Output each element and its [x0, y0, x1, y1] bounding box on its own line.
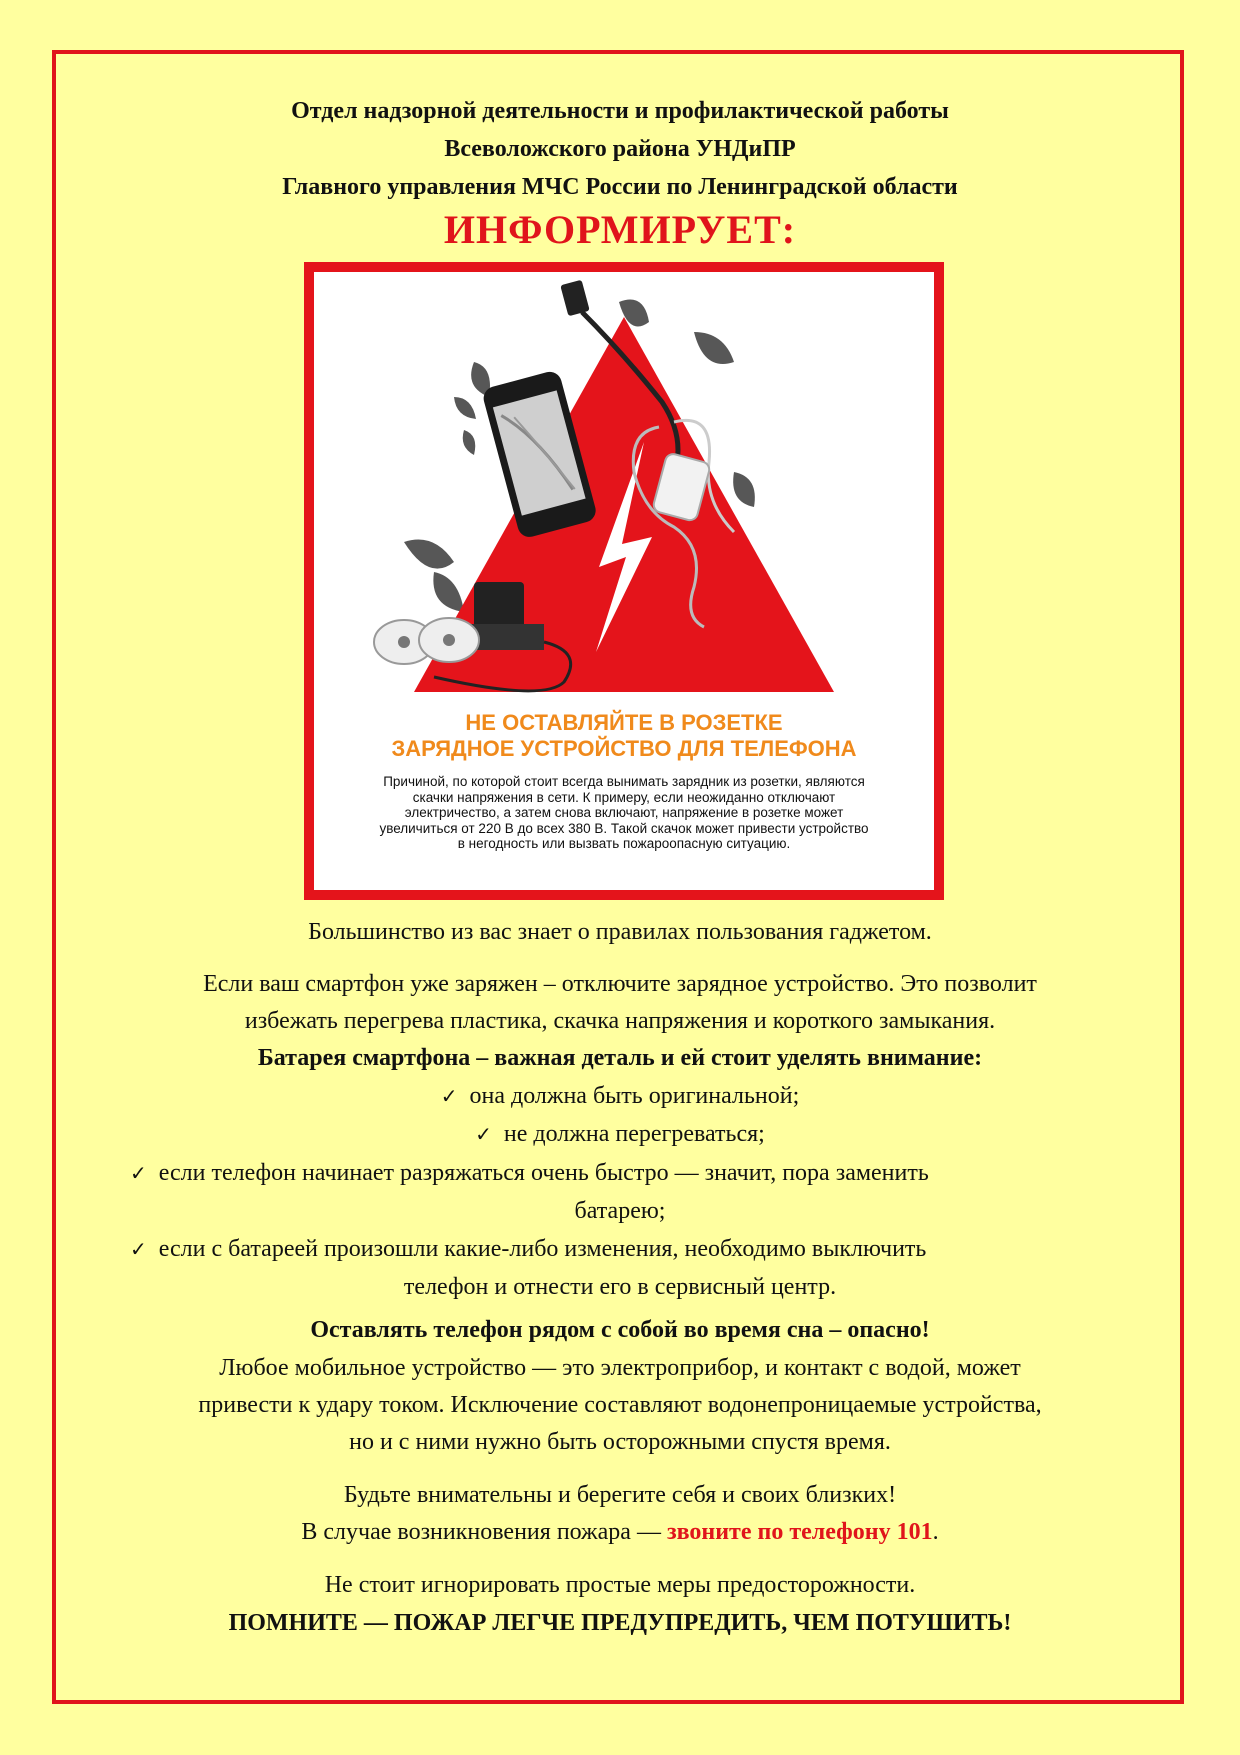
- leaf-icon: [404, 540, 454, 569]
- list-item-continuation: телефон и отнести его в сервисный центр.: [403, 1274, 837, 1300]
- informs-heading: ИНФОРМИРУЕТ:: [443, 207, 797, 252]
- battery-heading: Батарея смартфона – важная деталь и ей стоит уделять внимание:: [257, 1045, 983, 1071]
- poster-title-line-2: ЗАРЯДНОЕ УСТРОЙСТВО ДЛЯ ТЕЛЕФОНА: [391, 736, 857, 761]
- list-item: ✓ если телефон начинает разряжаться очень быстро — значит, пора заменить: [130, 1160, 929, 1186]
- emergency-phone-text: звоните по телефону 101: [666, 1519, 933, 1545]
- paragraph-charger: [100, 966, 1140, 1040]
- list-item: ✓ не должна перегреваться;: [475, 1121, 765, 1147]
- paragraph-precautions: Не стоит игнорировать простые меры предосторожности.: [324, 1572, 916, 1598]
- poster-text-line: Причиной, по которой стоит всегда вынимать зарядник из розетки, являются: [383, 774, 865, 789]
- header-line-1: Отдел надзорной деятельности и профилактической работы: [291, 98, 949, 124]
- paragraph-water: [100, 1350, 1140, 1461]
- leaf-icon: [433, 572, 464, 612]
- sleep-warning-heading: Оставлять телефон рядом с собой во время сна – опасно!: [310, 1317, 930, 1343]
- paragraph-intro: Большинство из вас знает о правилах пользования гаджетом.: [308, 919, 932, 945]
- leaf-icon: [733, 472, 755, 507]
- paragraph-line: привести к удару током. Исключение составляют водонепроницаемые устройства,: [198, 1392, 1042, 1418]
- poster-text-line: в негодность или вызвать пожароопасную ситуацию.: [457, 836, 791, 851]
- list-item: ✓ если с батареей произошли какие-либо изменения, необходимо выключить: [130, 1236, 927, 1262]
- paragraph-line: но и с ними нужно быть осторожными спустя время.: [349, 1429, 891, 1455]
- leaf-icon: [694, 332, 734, 364]
- header-block: [0, 92, 1240, 206]
- check-icon: ✓: [130, 1237, 147, 1261]
- warning-poster: [304, 262, 944, 900]
- check-icon: ✓: [130, 1161, 147, 1185]
- list-item-continuation: батарею;: [574, 1198, 666, 1224]
- paragraph-line: Будьте внимательны и берегите себя и своих близких!: [343, 1482, 897, 1508]
- poster-text-line: увеличиться от 220 В до всех 380 В. Такой скачок может привести устройство: [379, 820, 869, 836]
- check-icon: ✓: [440, 1084, 458, 1108]
- paragraph-line-phone: В случае возникновения пожара — звоните по телефону 101.: [301, 1519, 939, 1545]
- paragraph-line: Любое мобильное устройство — это электроприбор, и контакт с водой, может: [219, 1355, 1021, 1381]
- leaf-icon: [454, 397, 476, 419]
- poster-description: [344, 774, 904, 852]
- leaf-icon: [463, 430, 476, 455]
- check-icon: ✓: [475, 1122, 492, 1146]
- paragraph-line: Если ваш смартфон уже заряжен – отключите зарядное устройство. Это позволит: [203, 971, 1037, 997]
- final-slogan: ПОМНИТЕ — ПОЖАР ЛЕГЧЕ ПРЕДУПРЕДИТЬ, ЧЕМ ПОТУШИТЬ!: [228, 1610, 1012, 1636]
- list-item: ✓ она должна быть оригинальной;: [440, 1083, 800, 1109]
- paragraph-line: избежать перегрева пластика, скачка напряжения и короткого замыкания.: [244, 1008, 996, 1034]
- header-line-3: Главного управления МЧС России по Ленинградской области: [282, 174, 958, 200]
- paragraph-care: [100, 1477, 1140, 1551]
- poster-text-line: электричество, а затем снова включают, напряжение в розетке может: [404, 805, 844, 820]
- header-line-2: Всеволожского района УНДиПР: [444, 136, 796, 162]
- poster-title-line-1: НЕ ОСТАВЛЯЙТЕ В РОЗЕТКЕ: [465, 710, 783, 735]
- poster-text-line: скачки напряжения в сети. К примеру, если неожиданно отключают: [412, 789, 836, 805]
